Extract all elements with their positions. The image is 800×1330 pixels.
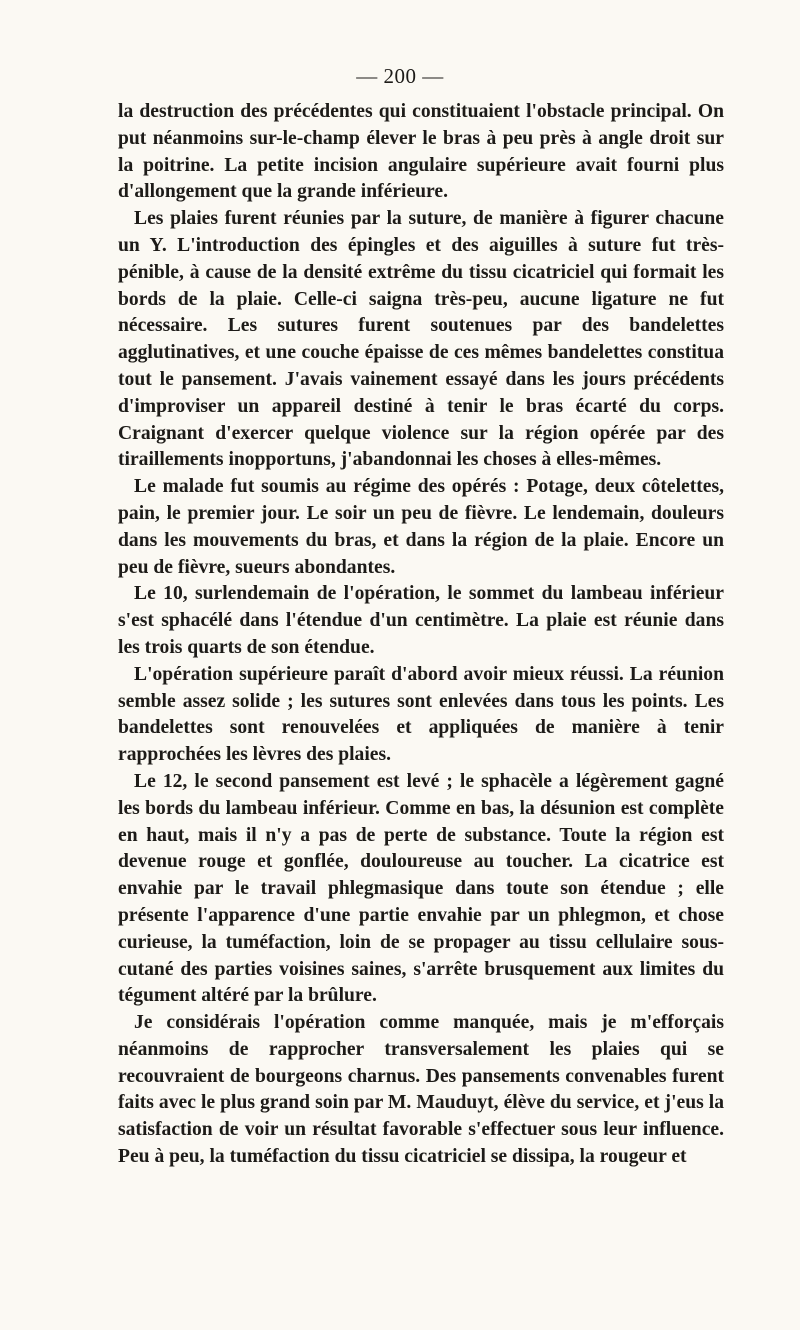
body-text [118, 99, 724, 1171]
paragraph-6: Le 12, le second pansement est levé ; le sphacèle a légèrement gagné les bords du lambeau inférieur. Comme en bas, la désunion est complète en haut, mais il n'y a pas de perte de substance. Toute la région est devenue rouge et gonflée, douloureuse au toucher. La cicatrice est envahie par le travail phlegmasique dans toute son étendue ; elle présente l'apparence d'une partie envahie par un phlegmon, et chose curieuse, la tuméfaction, loin de se propager au tissu cellulaire sous-cutané des parties voisines saines, s'arrête brusquement aux limites du tégument altéré par la brûlure. [118, 770, 724, 1007]
page-number: — 200 — [356, 64, 444, 88]
paragraph-7: Je considérais l'opération comme manquée, mais je m'efforçais néanmoins de rapprocher transversalement les plaies qui se recouvraient de bourgeons charnus. Des pansements convenables furent faits avec le plus grand soin par M. Mauduyt, élève du service, et j'eus la satisfaction de voir un résultat favorable s'effectuer sous leur influence. Peu à peu, la tuméfaction du tissu cicatriciel se dissipa, la rougeur et [118, 1012, 724, 1168]
paragraph-1: la destruction des précédentes qui constituaient l'obstacle principal. On put néanmoins sur-le-champ élever le bras à peu près à angle droit sur la poitrine. La petite incision angulaire supérieure avait fourni plus d'allongement que la grande inférieure. [118, 101, 724, 203]
paragraph-5: L'opération supérieure paraît d'abord avoir mieux réussi. La réunion semble assez solide ; les sutures sont enlevées dans tous les points. Les bandelettes sont renouvelées et appliquées de manière à tenir rapprochées les lèvres des plaies. [118, 663, 724, 766]
paragraph-3: Le malade fut soumis au régime des opérés : Potage, deux côtelettes, pain, le premier jour. Le soir un peu de fièvre. Le lendemain, douleurs dans les mouvements du bras, et dans la région de la plaie. Encore un peu de fièvre, sueurs abondantes. [118, 476, 724, 578]
paragraph-2: Les plaies furent réunies par la suture, de manière à figurer chacune un Y. L'introduction des épingles et des aiguilles à suture fut très-pénible, à cause de la densité extrême du tissu cicatriciel qui formait les bords de la plaie. Celle-ci saigna très-peu, aucune ligature ne fut nécessaire. Les sutures furent soutenues par des bandelettes agglutinatives, et une couche épaisse de ces mêmes bandelettes constitua tout le pansement. J'avais vainement essayé dans les jours précédents d'improviser un appareil destiné à tenir le bras écarté du corps. Craignant d'exercer quelque violence sur la région opérée par des tiraillements inopportuns, j'abandonnai les choses à elles-mêmes. [118, 208, 724, 471]
paragraph-4: Le 10, surlendemain de l'opération, le sommet du lambeau inférieur s'est sphacélé dans l'étendue d'un centimètre. La plaie est réunie dans les trois quarts de son étendue. [118, 583, 724, 658]
